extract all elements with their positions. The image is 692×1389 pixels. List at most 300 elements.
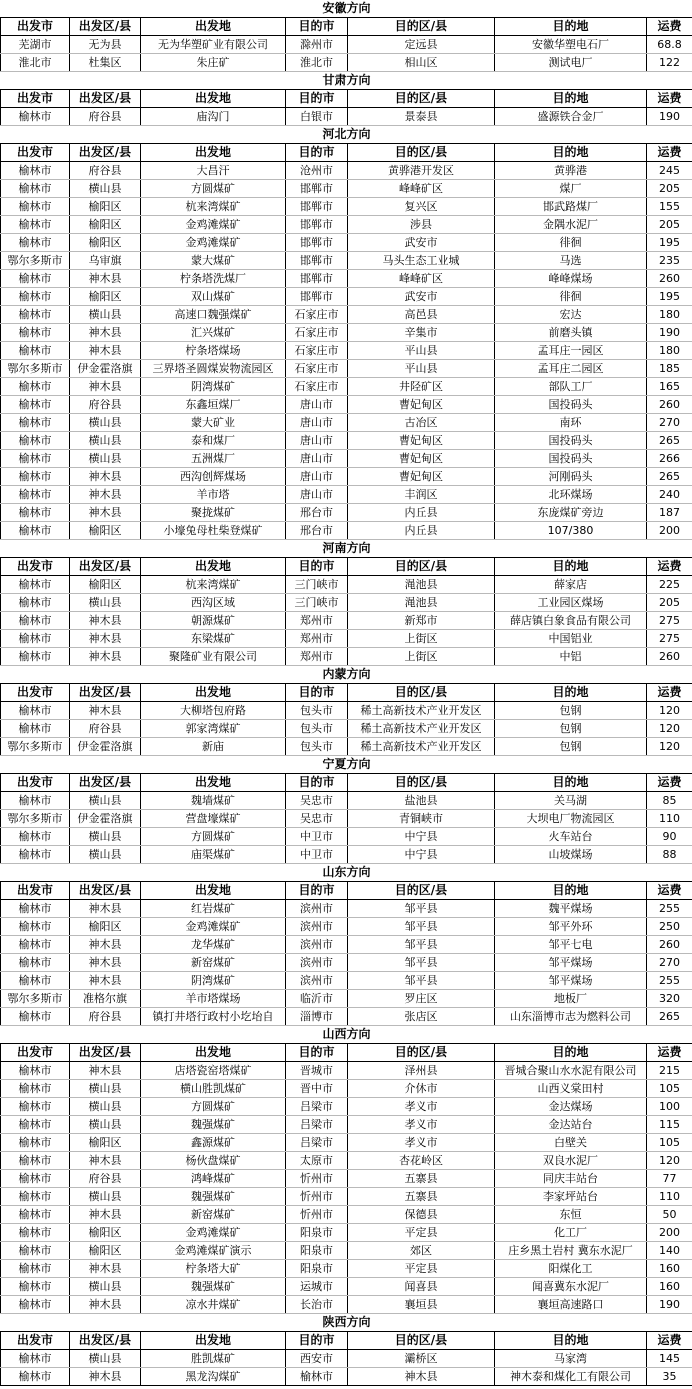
cell-freight: 165 bbox=[647, 378, 692, 396]
table-row bbox=[1, 396, 692, 414]
header-row bbox=[1, 558, 692, 576]
cell-dest-district: 景泰县 bbox=[348, 108, 495, 126]
cell-origin-district: 榆阳区 bbox=[70, 918, 141, 936]
cell-origin-city: 榆林市 bbox=[1, 342, 70, 360]
table-row bbox=[1, 36, 692, 54]
cell-dest-city: 邯郸市 bbox=[286, 288, 348, 306]
header-row bbox=[1, 882, 692, 900]
cell-origin-city: 榆林市 bbox=[1, 450, 70, 468]
cell-dest-site: 测试电厂 bbox=[495, 54, 647, 72]
cell-dest-site: 北环煤场 bbox=[495, 486, 647, 504]
cell-freight: 266 bbox=[647, 450, 692, 468]
cell-freight: 120 bbox=[647, 720, 692, 738]
cell-dest-city: 邯郸市 bbox=[286, 252, 348, 270]
cell-dest-city: 晋城市 bbox=[286, 1062, 348, 1080]
cell-dest-district: 灞桥区 bbox=[348, 1350, 495, 1368]
cell-origin-district: 榆阳区 bbox=[70, 1224, 141, 1242]
cell-dest-district: 渑池县 bbox=[348, 594, 495, 612]
cell-freight: 190 bbox=[647, 324, 692, 342]
cell-origin-site: 新窑煤矿 bbox=[141, 954, 286, 972]
cell-origin-site: 阴湾煤矿 bbox=[141, 378, 286, 396]
header-dest-district: 目的区/县 bbox=[348, 1044, 495, 1062]
header-dest-district: 目的区/县 bbox=[348, 684, 495, 702]
section-title-row bbox=[1, 1026, 692, 1044]
table-row bbox=[1, 54, 692, 72]
cell-origin-city: 榆林市 bbox=[1, 234, 70, 252]
header-freight: 运费 bbox=[647, 684, 692, 702]
cell-origin-site: 羊市塔煤场 bbox=[141, 990, 286, 1008]
cell-dest-district: 中宁县 bbox=[348, 828, 495, 846]
cell-origin-city: 榆林市 bbox=[1, 576, 70, 594]
table-row bbox=[1, 828, 692, 846]
cell-dest-city: 西安市 bbox=[286, 1350, 348, 1368]
cell-origin-city: 榆林市 bbox=[1, 396, 70, 414]
cell-origin-district: 神木县 bbox=[70, 504, 141, 522]
header-dest-city: 目的市 bbox=[286, 774, 348, 792]
cell-origin-site: 双山煤矿 bbox=[141, 288, 286, 306]
cell-origin-district: 无为县 bbox=[70, 36, 141, 54]
cell-freight: 120 bbox=[647, 1152, 692, 1170]
table-row bbox=[1, 594, 692, 612]
table-row bbox=[1, 1152, 692, 1170]
header-row bbox=[1, 1332, 692, 1350]
cell-dest-city: 阳泉市 bbox=[286, 1242, 348, 1260]
cell-dest-site: 邹平外环 bbox=[495, 918, 647, 936]
cell-dest-district: 襄垣县 bbox=[348, 1296, 495, 1314]
table-row bbox=[1, 486, 692, 504]
cell-freight: 250 bbox=[647, 918, 692, 936]
cell-origin-city: 榆林市 bbox=[1, 522, 70, 540]
cell-dest-city: 邯郸市 bbox=[286, 270, 348, 288]
cell-dest-city: 滁州市 bbox=[286, 36, 348, 54]
header-origin-city: 出发市 bbox=[1, 882, 70, 900]
cell-dest-city: 包头市 bbox=[286, 702, 348, 720]
cell-freight: 110 bbox=[647, 810, 692, 828]
cell-origin-district: 神木县 bbox=[70, 270, 141, 288]
cell-origin-city: 榆林市 bbox=[1, 1170, 70, 1188]
cell-dest-site: 金达站台 bbox=[495, 1116, 647, 1134]
cell-freight: 115 bbox=[647, 1116, 692, 1134]
cell-origin-city: 榆林市 bbox=[1, 1368, 70, 1386]
cell-origin-city: 榆林市 bbox=[1, 1224, 70, 1242]
table-row bbox=[1, 954, 692, 972]
cell-dest-site: 马选 bbox=[495, 252, 647, 270]
cell-dest-city: 邯郸市 bbox=[286, 216, 348, 234]
header-dest-district: 目的区/县 bbox=[348, 90, 495, 108]
cell-origin-city: 榆林市 bbox=[1, 900, 70, 918]
cell-origin-city: 榆林市 bbox=[1, 1134, 70, 1152]
header-dest-district: 目的区/县 bbox=[348, 774, 495, 792]
cell-origin-site: 店塔瓷窑塔煤矿 bbox=[141, 1062, 286, 1080]
table-row bbox=[1, 432, 692, 450]
cell-dest-district: 峰峰矿区 bbox=[348, 180, 495, 198]
cell-origin-city: 榆林市 bbox=[1, 954, 70, 972]
header-origin-district: 出发区/县 bbox=[70, 1332, 141, 1350]
table-row bbox=[1, 468, 692, 486]
cell-dest-site: 安徽华塑电石厂 bbox=[495, 36, 647, 54]
cell-origin-site: 汇兴煤矿 bbox=[141, 324, 286, 342]
cell-origin-city: 榆林市 bbox=[1, 1206, 70, 1224]
cell-dest-site: 李家坪站台 bbox=[495, 1188, 647, 1206]
table-row bbox=[1, 450, 692, 468]
table-row bbox=[1, 378, 692, 396]
cell-freight: 195 bbox=[647, 288, 692, 306]
cell-origin-district: 伊金霍洛旗 bbox=[70, 810, 141, 828]
cell-dest-city: 邢台市 bbox=[286, 522, 348, 540]
cell-dest-district: 稀土高新技术产业开发区 bbox=[348, 738, 495, 756]
cell-origin-site: 五洲煤厂 bbox=[141, 450, 286, 468]
cell-origin-site: 聚拢煤矿 bbox=[141, 504, 286, 522]
header-origin-city: 出发市 bbox=[1, 558, 70, 576]
header-row bbox=[1, 18, 692, 36]
header-origin-site: 出发地 bbox=[141, 90, 286, 108]
cell-dest-city: 太原市 bbox=[286, 1152, 348, 1170]
table-row bbox=[1, 576, 692, 594]
cell-origin-city: 榆林市 bbox=[1, 378, 70, 396]
cell-freight: 160 bbox=[647, 1260, 692, 1278]
header-dest-city: 目的市 bbox=[286, 1044, 348, 1062]
cell-dest-city: 包头市 bbox=[286, 720, 348, 738]
cell-origin-site: 东鑫垣煤厂 bbox=[141, 396, 286, 414]
cell-dest-district: 武安市 bbox=[348, 288, 495, 306]
cell-freight: 240 bbox=[647, 486, 692, 504]
cell-dest-district: 邹平县 bbox=[348, 900, 495, 918]
cell-origin-district: 榆阳区 bbox=[70, 1242, 141, 1260]
cell-dest-site: 国投码头 bbox=[495, 432, 647, 450]
cell-origin-site: 柠条塔煤场 bbox=[141, 342, 286, 360]
cell-origin-site: 朝源煤矿 bbox=[141, 612, 286, 630]
cell-freight: 145 bbox=[647, 1350, 692, 1368]
cell-dest-district: 渑池县 bbox=[348, 576, 495, 594]
table-row bbox=[1, 414, 692, 432]
header-dest-site: 目的地 bbox=[495, 144, 647, 162]
table-row bbox=[1, 162, 692, 180]
cell-dest-district: 曹妃甸区 bbox=[348, 450, 495, 468]
cell-dest-district: 辛集市 bbox=[348, 324, 495, 342]
cell-freight: 120 bbox=[647, 738, 692, 756]
cell-dest-district: 邹平县 bbox=[348, 954, 495, 972]
header-dest-site: 目的地 bbox=[495, 18, 647, 36]
cell-freight: 205 bbox=[647, 180, 692, 198]
section-title: 安徽方向 bbox=[1, 0, 692, 18]
cell-origin-district: 府谷县 bbox=[70, 396, 141, 414]
table-row bbox=[1, 990, 692, 1008]
cell-freight: 270 bbox=[647, 954, 692, 972]
table-row bbox=[1, 738, 692, 756]
cell-origin-city: 榆林市 bbox=[1, 270, 70, 288]
cell-dest-site: 同庆丰站台 bbox=[495, 1170, 647, 1188]
cell-dest-site: 山坡煤场 bbox=[495, 846, 647, 864]
cell-origin-city: 榆林市 bbox=[1, 468, 70, 486]
cell-origin-site: 龙华煤矿 bbox=[141, 936, 286, 954]
cell-dest-city: 邢台市 bbox=[286, 504, 348, 522]
cell-dest-site: 庄乡黑土岩村 冀东水泥厂 bbox=[495, 1242, 647, 1260]
cell-dest-site: 盛源铁合金厂 bbox=[495, 108, 647, 126]
cell-dest-site: 魏平煤场 bbox=[495, 900, 647, 918]
cell-dest-city: 吴忠市 bbox=[286, 810, 348, 828]
cell-freight: 50 bbox=[647, 1206, 692, 1224]
cell-freight: 90 bbox=[647, 828, 692, 846]
cell-freight: 235 bbox=[647, 252, 692, 270]
cell-origin-city: 榆林市 bbox=[1, 612, 70, 630]
header-dest-site: 目的地 bbox=[495, 774, 647, 792]
cell-dest-district: 平定县 bbox=[348, 1260, 495, 1278]
cell-freight: 225 bbox=[647, 576, 692, 594]
cell-origin-district: 神木县 bbox=[70, 1206, 141, 1224]
table-row bbox=[1, 306, 692, 324]
cell-dest-city: 忻州市 bbox=[286, 1206, 348, 1224]
section-title-row bbox=[1, 864, 692, 882]
cell-origin-city: 榆林市 bbox=[1, 630, 70, 648]
header-freight: 运费 bbox=[647, 1044, 692, 1062]
table-row bbox=[1, 1242, 692, 1260]
cell-origin-city: 榆林市 bbox=[1, 414, 70, 432]
table-row bbox=[1, 1188, 692, 1206]
cell-dest-district: 介休市 bbox=[348, 1080, 495, 1098]
cell-origin-district: 榆阳区 bbox=[70, 198, 141, 216]
cell-origin-city: 榆林市 bbox=[1, 108, 70, 126]
cell-origin-district: 横山县 bbox=[70, 792, 141, 810]
cell-origin-district: 神木县 bbox=[70, 630, 141, 648]
cell-dest-site: 薛家店 bbox=[495, 576, 647, 594]
table-row bbox=[1, 1350, 692, 1368]
cell-origin-district: 乌审旗 bbox=[70, 252, 141, 270]
cell-freight: 260 bbox=[647, 936, 692, 954]
cell-origin-district: 神木县 bbox=[70, 612, 141, 630]
cell-freight: 190 bbox=[647, 108, 692, 126]
cell-dest-district: 内丘县 bbox=[348, 522, 495, 540]
cell-dest-district: 杏花岭区 bbox=[348, 1152, 495, 1170]
cell-dest-city: 运城市 bbox=[286, 1278, 348, 1296]
cell-origin-site: 营盘壕煤矿 bbox=[141, 810, 286, 828]
cell-dest-site: 山东淄博市志为燃料公司 bbox=[495, 1008, 647, 1026]
table-row bbox=[1, 324, 692, 342]
cell-origin-site: 杭来湾煤矿 bbox=[141, 198, 286, 216]
cell-freight: 320 bbox=[647, 990, 692, 1008]
cell-dest-district: 中宁县 bbox=[348, 846, 495, 864]
cell-dest-district: 复兴区 bbox=[348, 198, 495, 216]
cell-origin-site: 小壕兔母杜柴登煤矿 bbox=[141, 522, 286, 540]
header-freight: 运费 bbox=[647, 90, 692, 108]
cell-dest-district: 泽州县 bbox=[348, 1062, 495, 1080]
header-origin-city: 出发市 bbox=[1, 144, 70, 162]
cell-origin-site: 庙渠煤矿 bbox=[141, 846, 286, 864]
cell-freight: 205 bbox=[647, 594, 692, 612]
table-row bbox=[1, 1368, 692, 1386]
table-row bbox=[1, 198, 692, 216]
cell-dest-site: 部队工厂 bbox=[495, 378, 647, 396]
cell-dest-site: 包钢 bbox=[495, 720, 647, 738]
cell-origin-city: 鄂尔多斯市 bbox=[1, 252, 70, 270]
cell-dest-site: 东恒 bbox=[495, 1206, 647, 1224]
cell-dest-site: 东庞煤矿旁边 bbox=[495, 504, 647, 522]
cell-origin-site: 西沟创辉煤场 bbox=[141, 468, 286, 486]
section-title: 甘肃方向 bbox=[1, 72, 692, 90]
header-freight: 运费 bbox=[647, 882, 692, 900]
header-dest-city: 目的市 bbox=[286, 1332, 348, 1350]
table-row bbox=[1, 1170, 692, 1188]
section-title: 河北方向 bbox=[1, 126, 692, 144]
cell-origin-site: 金鸡滩煤矿演示 bbox=[141, 1242, 286, 1260]
cell-dest-district: 峰峰矿区 bbox=[348, 270, 495, 288]
cell-dest-city: 石家庄市 bbox=[286, 378, 348, 396]
cell-origin-site: 柠条塔大矿 bbox=[141, 1260, 286, 1278]
cell-freight: 187 bbox=[647, 504, 692, 522]
cell-dest-city: 邯郸市 bbox=[286, 198, 348, 216]
cell-origin-site: 高速口魏强煤矿 bbox=[141, 306, 286, 324]
cell-origin-district: 横山县 bbox=[70, 306, 141, 324]
header-origin-site: 出发地 bbox=[141, 774, 286, 792]
cell-origin-city: 榆林市 bbox=[1, 720, 70, 738]
cell-dest-site: 地板厂 bbox=[495, 990, 647, 1008]
cell-dest-site: 金隅水泥厂 bbox=[495, 216, 647, 234]
cell-origin-site: 郭家湾煤矿 bbox=[141, 720, 286, 738]
cell-origin-district: 横山县 bbox=[70, 1080, 141, 1098]
header-freight: 运费 bbox=[647, 144, 692, 162]
cell-origin-city: 榆林市 bbox=[1, 1008, 70, 1026]
cell-freight: 105 bbox=[647, 1134, 692, 1152]
cell-origin-district: 横山县 bbox=[70, 450, 141, 468]
header-origin-district: 出发区/县 bbox=[70, 144, 141, 162]
cell-freight: 255 bbox=[647, 900, 692, 918]
cell-origin-district: 神木县 bbox=[70, 378, 141, 396]
cell-dest-site: 化工厂 bbox=[495, 1224, 647, 1242]
cell-dest-district: 武安市 bbox=[348, 234, 495, 252]
cell-origin-city: 榆林市 bbox=[1, 1278, 70, 1296]
header-origin-district: 出发区/县 bbox=[70, 1044, 141, 1062]
cell-dest-city: 邯郸市 bbox=[286, 180, 348, 198]
cell-dest-site: 双良水泥厂 bbox=[495, 1152, 647, 1170]
cell-origin-district: 府谷县 bbox=[70, 108, 141, 126]
table-row bbox=[1, 936, 692, 954]
cell-dest-city: 中卫市 bbox=[286, 846, 348, 864]
cell-dest-district: 盐池县 bbox=[348, 792, 495, 810]
cell-origin-district: 神木县 bbox=[70, 972, 141, 990]
cell-freight: 215 bbox=[647, 1062, 692, 1080]
header-dest-city: 目的市 bbox=[286, 684, 348, 702]
cell-origin-site: 柠条塔洗煤厂 bbox=[141, 270, 286, 288]
cell-origin-site: 蒙大矿业 bbox=[141, 414, 286, 432]
cell-freight: 265 bbox=[647, 432, 692, 450]
cell-freight: 110 bbox=[647, 1188, 692, 1206]
header-row bbox=[1, 684, 692, 702]
cell-origin-site: 无为华塑矿业有限公司 bbox=[141, 36, 286, 54]
header-row bbox=[1, 774, 692, 792]
cell-dest-site: 工业园区煤场 bbox=[495, 594, 647, 612]
table-row bbox=[1, 1116, 692, 1134]
header-dest-city: 目的市 bbox=[286, 18, 348, 36]
cell-dest-district: 内丘县 bbox=[348, 504, 495, 522]
header-origin-city: 出发市 bbox=[1, 18, 70, 36]
cell-origin-site: 蒙大煤矿 bbox=[141, 252, 286, 270]
cell-dest-district: 新郑市 bbox=[348, 612, 495, 630]
header-dest-city: 目的市 bbox=[286, 144, 348, 162]
cell-dest-city: 吕梁市 bbox=[286, 1134, 348, 1152]
cell-origin-district: 伊金霍洛旗 bbox=[70, 360, 141, 378]
table-row bbox=[1, 648, 692, 666]
header-origin-site: 出发地 bbox=[141, 882, 286, 900]
cell-dest-site: 煤厂 bbox=[495, 180, 647, 198]
cell-freight: 185 bbox=[647, 360, 692, 378]
cell-origin-site: 羊市塔 bbox=[141, 486, 286, 504]
cell-dest-city: 阳泉市 bbox=[286, 1260, 348, 1278]
cell-origin-site: 魏强煤矿 bbox=[141, 1116, 286, 1134]
header-dest-site: 目的地 bbox=[495, 882, 647, 900]
cell-origin-city: 榆林市 bbox=[1, 504, 70, 522]
cell-origin-district: 神木县 bbox=[70, 468, 141, 486]
cell-dest-district: 平定县 bbox=[348, 1224, 495, 1242]
cell-origin-district: 神木县 bbox=[70, 486, 141, 504]
table-row bbox=[1, 1098, 692, 1116]
header-origin-city: 出发市 bbox=[1, 684, 70, 702]
table-row bbox=[1, 504, 692, 522]
cell-dest-city: 郑州市 bbox=[286, 612, 348, 630]
cell-origin-site: 新庙 bbox=[141, 738, 286, 756]
cell-dest-site: 徘徊 bbox=[495, 288, 647, 306]
table-row bbox=[1, 234, 692, 252]
header-dest-district: 目的区/县 bbox=[348, 558, 495, 576]
cell-origin-city: 榆林市 bbox=[1, 846, 70, 864]
cell-origin-city: 榆林市 bbox=[1, 306, 70, 324]
cell-origin-city: 榆林市 bbox=[1, 972, 70, 990]
cell-dest-site: 邹平煤场 bbox=[495, 972, 647, 990]
cell-dest-district: 邹平县 bbox=[348, 972, 495, 990]
cell-dest-district: 稀土高新技术产业开发区 bbox=[348, 720, 495, 738]
cell-dest-site: 邹平七电 bbox=[495, 936, 647, 954]
cell-origin-district: 榆阳区 bbox=[70, 522, 141, 540]
header-origin-city: 出发市 bbox=[1, 90, 70, 108]
cell-origin-district: 神木县 bbox=[70, 648, 141, 666]
cell-origin-site: 红岩煤矿 bbox=[141, 900, 286, 918]
header-origin-district: 出发区/县 bbox=[70, 684, 141, 702]
cell-freight: 85 bbox=[647, 792, 692, 810]
cell-freight: 77 bbox=[647, 1170, 692, 1188]
table-row bbox=[1, 1134, 692, 1152]
table-row bbox=[1, 1296, 692, 1314]
cell-dest-site: 关马湖 bbox=[495, 792, 647, 810]
cell-freight: 155 bbox=[647, 198, 692, 216]
cell-origin-city: 榆林市 bbox=[1, 594, 70, 612]
cell-origin-site: 金鸡滩煤矿 bbox=[141, 918, 286, 936]
cell-origin-city: 榆林市 bbox=[1, 1350, 70, 1368]
cell-origin-site: 横山胜凯煤矿 bbox=[141, 1080, 286, 1098]
cell-origin-district: 府谷县 bbox=[70, 162, 141, 180]
header-origin-city: 出发市 bbox=[1, 774, 70, 792]
cell-origin-site: 鸿峰煤矿 bbox=[141, 1170, 286, 1188]
cell-origin-site: 方圆煤矿 bbox=[141, 180, 286, 198]
cell-dest-city: 白银市 bbox=[286, 108, 348, 126]
cell-origin-district: 神木县 bbox=[70, 1296, 141, 1314]
cell-dest-district: 孝义市 bbox=[348, 1116, 495, 1134]
cell-dest-district: 曹妃甸区 bbox=[348, 396, 495, 414]
cell-origin-city: 榆林市 bbox=[1, 1116, 70, 1134]
cell-origin-district: 神木县 bbox=[70, 702, 141, 720]
section-title-row bbox=[1, 0, 692, 18]
cell-origin-district: 横山县 bbox=[70, 180, 141, 198]
cell-freight: 122 bbox=[647, 54, 692, 72]
cell-origin-site: 庙沟门 bbox=[141, 108, 286, 126]
cell-dest-district: 闻喜县 bbox=[348, 1278, 495, 1296]
cell-origin-city: 榆林市 bbox=[1, 828, 70, 846]
cell-dest-city: 石家庄市 bbox=[286, 360, 348, 378]
table-row bbox=[1, 360, 692, 378]
table-row bbox=[1, 918, 692, 936]
cell-origin-site: 方圆煤矿 bbox=[141, 1098, 286, 1116]
table-row bbox=[1, 1224, 692, 1242]
cell-dest-district: 定远县 bbox=[348, 36, 495, 54]
cell-origin-city: 榆林市 bbox=[1, 1296, 70, 1314]
cell-freight: 180 bbox=[647, 342, 692, 360]
